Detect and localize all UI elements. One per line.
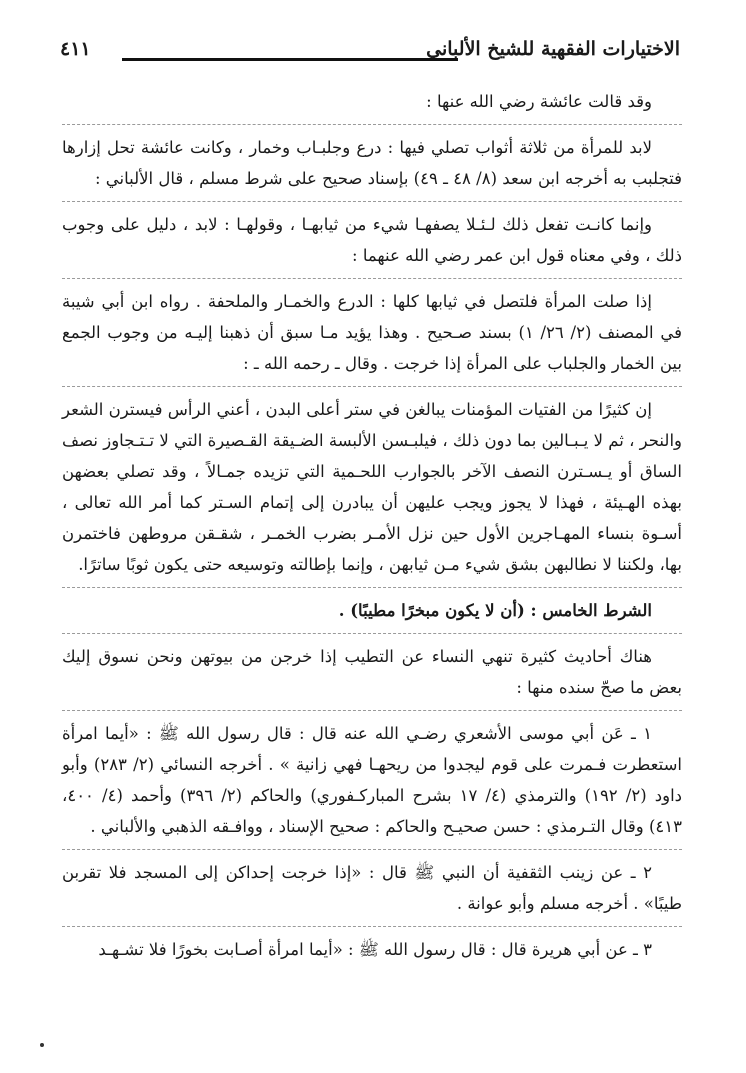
- separator: [62, 587, 682, 588]
- paragraph-young-women: إن كثيرًا من الفتيات المؤمنات يبالغن في ستر أعلى البدن ، أعني الرأس فيسترن الشعر والنحر ، ثم لا يـبـالين بما دون ذلك ، فيلبـسن الألبسة الضـيقة القـصيرة التي لا تـتـجاوز نصف الساق أو يـسـترن النصف الآخر بالجوارب اللحـمية التي تزيده جمـالاً ، وقد تصلي بعضهن بهذه الهـيئة ، فهذا لا يجوز ويجب عليهن أن يبادرن إلى إتمام السـتر كما أمر الله تعالى ، أسـوة بنساء المهـاجرين الأول حين نزل الأمـر بضرب الخمـر ، شقـقن مروطهن فاختمرن بها، ولكننا لا نطالبهن بشق شيء مـن ثيابهن ، وإنما بإطالته وتوسيعه حتى يكون ثوبًا ساترًا.: [62, 400, 682, 574]
- paragraph-albani-comment: وإنما كانـت تفعل ذلك لـئـلا يصفهـا شيء من ثيابهـا ، وقولهـا : لابد ، دليل على وجوب ذلك ، وفي معناه قول ابن عمر رضي الله عنهما :: [62, 215, 682, 265]
- page-body: [62, 86, 682, 965]
- paragraph-intro: وقد قالت عائشة رضي الله عنها :: [426, 92, 652, 111]
- page-mark: [40, 1043, 44, 1047]
- paragraph-hadith-intro: هناك أحاديث كثيرة تنهي النساء عن التطيب إذا خرجن من بيوتهن ونحن نسوق إليك بعض ما صحّ سنده منها :: [62, 647, 682, 697]
- separator: [62, 201, 682, 202]
- separator: [62, 386, 682, 387]
- hadith-3: ٣ ـ عن أبي هريرة قال : قال رسول الله ﷺ : «أيما امرأة أصـابت بخورًا فلا تشـهـد: [98, 940, 652, 959]
- hadith-2: ٢ ـ عن زينب الثقفية أن النبي ﷺ قال : «إذا خرجت إحداكن إلى المسجد فلا تقربن طيبًا» . أخرجه مسلم وأبو عوانة .: [62, 863, 682, 913]
- separator: [62, 926, 682, 927]
- paragraph-ibn-umar: إذا صلت المرأة فلتصل في ثيابها كلها : الدرع والخمـار والملحفة . رواه ابن أبي شيبة في المصنف (٢/ ٢٦/ ١) بسند صـحيح . وهذا يؤيد مـا سبق أن ذهبنا إليـه من وجوب الجمع بين الخمار والجلباب على المرأة إذا خرجت . وقال ـ رحمه الله ـ :: [62, 292, 682, 373]
- hadith-1: ١ ـ عَن أبي موسى الأشعري رضـي الله عنه قال : قال رسول الله ﷺ : «أيما امرأة استعطرت فـمرت على قوم ليجدوا من ريحهـا فهي زانية » . أخرجه النسائي (٢/ ٢٨٣) وأبو داود (٢/ ١٩٢) والترمذي (٤/ ١٧ بشرح المباركـفوري) والحاكم (٢/ ٣٩٦) وأحمد (٤/ ٤٠٠، ٤١٣) وقال التـرمذي : حسن صحيـح والحاكم : صحيح الإسناد ، ووافـقه الذهبي والألباني .: [62, 724, 683, 836]
- paragraph-aisha-quote: لابد للمرأة من ثلاثة أثواب تصلي فيها : درع وجلبـاب وخمار ، وكانت عائشة تحل إزارها فتجلبب به أخرجه ابن سعد (٨/ ٤٨ ـ ٤٩) بإسناد صحيح على شرط مسلم ، قال الألباني :: [62, 138, 682, 188]
- separator: [62, 633, 682, 634]
- header-rule: [122, 58, 458, 61]
- section-heading-fifth-condition: الشرط الخامس : (أن لا يكون مبخرًا مطيبًا) .: [338, 601, 652, 620]
- page-header: [60, 36, 680, 70]
- separator: [62, 124, 682, 125]
- running-title: الاختيارات الفقهية للشيخ الألباني: [426, 38, 680, 60]
- separator: [62, 278, 682, 279]
- page-number: ٤١١: [60, 38, 91, 60]
- separator: [62, 710, 682, 711]
- separator: [62, 849, 682, 850]
